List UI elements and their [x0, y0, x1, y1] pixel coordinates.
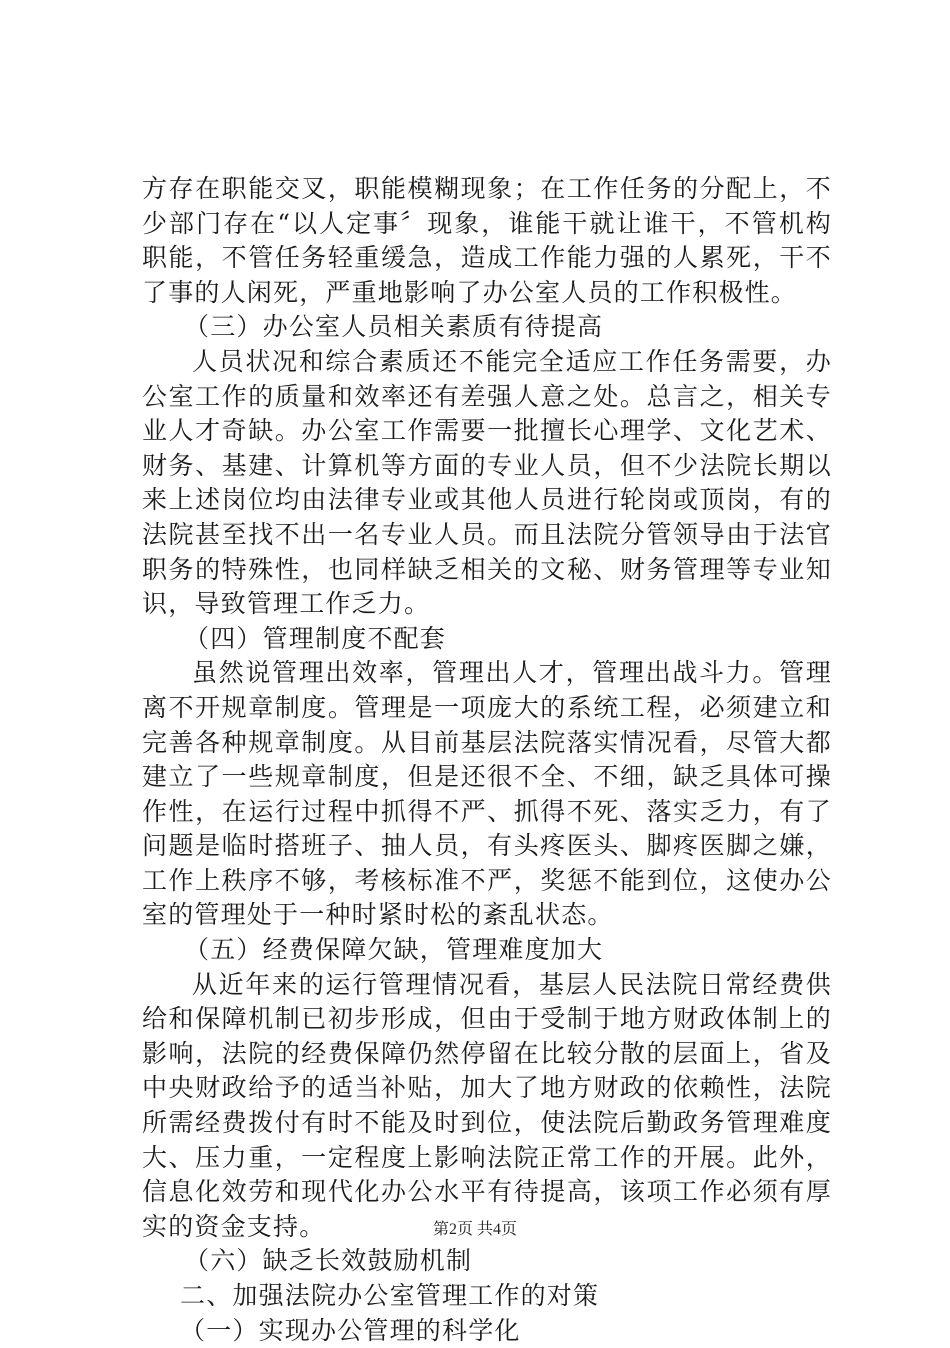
chapter-heading-2: 二、加强法院办公室管理工作的对策 [180, 1281, 600, 1310]
page-footer: 第2页 共4页 [432, 1221, 517, 1238]
section-heading-4: （四）管理制度不配套 [184, 623, 447, 653]
section-heading-3: （三）办公室人员相关素质有待提高 [184, 312, 604, 342]
paragraph-staff-quality: 人员状况和综合素质还不能完全适应工作任务需要，办公室工作的质量和效率还有差强人意之处。总言之，相关专业人才奇缺。办公室工作需要一批擅长心理学、文化艺术、财务、基建、计算机等方面的专业人员，但不少法院长期以来上述岗位均由法律专业或其他人员进行轮岗或顶岗，有的法院甚至找不出一名专业人员。而且法院分管领导由于法官职务的特殊性，也同样缺乏相关的文秘、财务管理等专业知识，导致管理工作乏力。 [142, 346, 832, 619]
paragraph-duties-overlap: 方存在职能交叉，职能模糊现象；在工作任务的分配上，不少部门存在“以人定事〞现象，谁能干就让谁干，不管机构职能，不管任务轻重缓急，造成工作能力强的人累死，干不了事的人闲死，严重地影响了办公室人员的工作积极性。 [142, 174, 832, 307]
section-heading-5: （五）经费保障欠缺，管理难度加大 [184, 935, 604, 965]
section-heading-6: （六）缺乏长效鼓励机制 [184, 1246, 473, 1276]
document-body [142, 172, 832, 1348]
subsection-heading-1: （一）实现办公管理的科学化 [180, 1315, 521, 1345]
paragraph-management-system: 虽然说管理出效率，管理出人才，管理出战斗力。管理离不开规章制度。管理是一项庞大的系统工程，必须建立和完善各种规章制度。从目前基层法院落实情况看，尽管大都建立了一些规章制度，但是还很不全、不细，缺乏具体可操作性，在运行过程中抓得不严、抓得不死、落实乏力，有了问题是临时搭班子、抽人员，有头疼医头、脚疼医脚之嫌，工作上秩序不够，考核标准不严，奖惩不能到位，这使办公室的管理处于一种时紧时松的紊乱状态。 [142, 658, 832, 930]
paragraph-funding: 从近年来的运行管理情况看，基层人民法院日常经费供给和保障机制已初步形成，但由于受制于地方财政体制上的影响，法院的经费保障仍然停留在比较分散的层面上，省及中央财政给予的适当补贴，加大了地方财政的依赖性，法院所需经费拨付有时不能及时到位，使法院后勤政务管理难度大、压力重，一定程度上影响法院正常工作的开展。此外，信息化效劳和现代化办公水平有待提高，该项工作必须有厚实的资金支持。 [142, 969, 832, 1241]
